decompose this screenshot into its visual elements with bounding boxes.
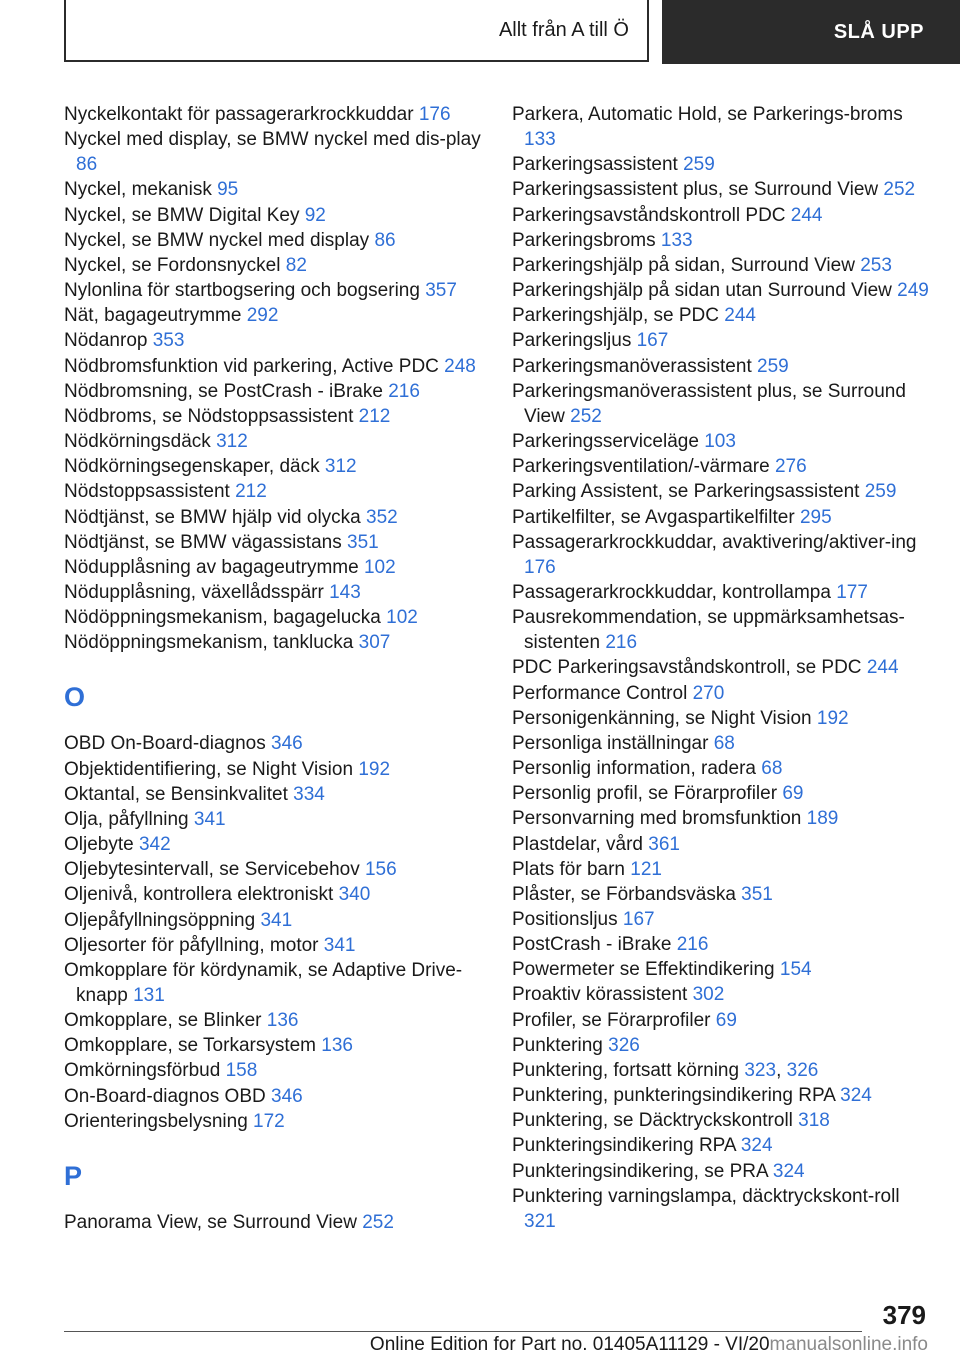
index-entry (512, 152, 932, 177)
index-entry-term: Passagerarkrockkuddar, kontrollampa (512, 581, 831, 603)
page-link[interactable]: 216 (676, 934, 709, 956)
page-link[interactable]: 154 (779, 959, 812, 981)
index-entry-term: PDC Parkeringsavståndskontroll, se PDC (512, 657, 862, 679)
index-column-left (64, 102, 494, 1235)
tab-a-to-z[interactable] (64, 0, 649, 62)
page-link[interactable]: 172 (253, 1110, 285, 1132)
index-entry-term: Nödtjänst, se BMW vägassistans (64, 531, 342, 553)
index-entry (512, 932, 932, 957)
page-link[interactable]: 189 (806, 808, 839, 830)
index-entry-term: Punktering, punkteringsindikering RPA (512, 1085, 835, 1107)
index-entry (64, 605, 494, 630)
tab-look-up-label: SLÅ UPP (833, 20, 924, 43)
index-entry (512, 681, 932, 706)
page-link[interactable]: 318 (798, 1110, 830, 1132)
page-link[interactable]: 244 (790, 204, 823, 226)
index-entry (512, 1108, 932, 1133)
index-entry (512, 1083, 932, 1108)
page-link[interactable]: 249 (897, 280, 929, 302)
page-link[interactable]: 321 (524, 1210, 556, 1232)
index-entry (512, 781, 932, 806)
index-entry-term: Nödbromsning, se PostCrash - iBrake (64, 380, 383, 402)
page-link[interactable]: 68 (761, 758, 783, 780)
page-link[interactable]: 136 (266, 1010, 299, 1032)
page-link[interactable]: 270 (692, 682, 725, 704)
index-entry (64, 1058, 494, 1083)
page-link[interactable]: 156 (364, 859, 397, 881)
index-entry (512, 806, 932, 831)
index-entry-term: Objektidentifiering, se Night Vision (64, 758, 354, 780)
page-link[interactable]: 341 (260, 909, 293, 931)
index-entry-term: Personlig profil, se Förarprofiler (512, 783, 778, 805)
index-entry (512, 857, 932, 882)
page-link[interactable]: 292 (246, 305, 279, 327)
index-entry (512, 505, 932, 530)
index-entry (64, 404, 494, 429)
page-link[interactable]: 252 (883, 179, 916, 201)
index-entry (512, 832, 932, 857)
index-entry (64, 555, 494, 580)
index-entry (64, 379, 494, 404)
index-entry-term: Plats för barn (512, 858, 625, 880)
tab-look-up[interactable] (662, 0, 960, 64)
page-link[interactable]: 259 (864, 481, 897, 503)
page-link[interactable]: 312 (216, 431, 248, 453)
index-entry-term: Parkeringshjälp på sidan utan Surround View (512, 280, 892, 302)
index-entry-term: Punktering (512, 1034, 603, 1056)
index-entry (512, 731, 932, 756)
index-entry-term: Plastdelar, vård (512, 833, 643, 855)
index-entry-term: Personlig information, radera (512, 758, 756, 780)
index-entry-term: Pausrekommendation, se uppmärksamhetsas‐sistenten (512, 607, 905, 654)
page-link[interactable]: 212 (235, 481, 267, 503)
page-link[interactable]: 177 (836, 581, 868, 603)
index-entry-term: Nödstoppsassistent (64, 481, 230, 503)
index-entry (64, 278, 494, 303)
index-entry (512, 1033, 932, 1058)
page-link[interactable]: 244 (724, 305, 756, 327)
index-entry-term: Punktering, fortsatt körning (512, 1059, 740, 1081)
index-entry-term: Nödbromsfunktion vid parkering, Active PDC (64, 355, 439, 377)
page-link[interactable]: 102 (386, 607, 418, 629)
page-link[interactable]: 248 (444, 355, 476, 377)
index-entry (64, 882, 494, 907)
index-entry-term: Panorama View, se Surround View (64, 1211, 357, 1233)
index-entry (512, 228, 932, 253)
page-link[interactable]: 121 (630, 858, 662, 880)
index-entry-term: Oljenivå, kontrollera elektroniskt (64, 884, 334, 906)
index-section-letter: P (64, 1160, 83, 1191)
index-entry (64, 354, 494, 379)
index-entry-term: Oljebytesintervall, se Servicebehov (64, 859, 360, 881)
index-entry (512, 982, 932, 1007)
index-entry-term: Parkeringsavståndskontroll PDC (512, 204, 786, 226)
index-entry-term: Parkeringsserviceläge (512, 431, 699, 453)
index-entry-term: Parking Assistent, se Parkeringsassistent (512, 481, 860, 503)
footer-divider (64, 1331, 862, 1332)
index-entry (64, 1109, 494, 1134)
index-entry-term: Oktantal, se Bensinkvalitet (64, 783, 288, 805)
index-entry-term: Nödöppningsmekanism, bagagelucka (64, 607, 381, 629)
index-entry (64, 832, 494, 857)
index-entry-term: Positionsljus (512, 909, 618, 930)
index-entry-term: Nyckelkontakt för passagerarkrockkuddar (64, 104, 414, 125)
page-link[interactable]: 68 (713, 732, 735, 754)
index-entry-term: Personvarning med bromsfunktion (512, 808, 802, 830)
page-link[interactable]: 133 (660, 229, 693, 251)
index-entry (512, 580, 932, 605)
index-entry (512, 278, 932, 303)
page-link[interactable]: 216 (388, 380, 420, 402)
index-entry-term: Omkopplare, se Torkarsystem (64, 1035, 317, 1057)
page-link[interactable]: 295 (799, 506, 832, 528)
page-link[interactable]: 244 (866, 657, 899, 679)
index-entry-term: Nödbroms, se Nödstoppsassistent (64, 405, 354, 427)
index-entry (512, 530, 932, 580)
page-link[interactable]: 351 (741, 883, 773, 905)
page-link[interactable]: 176 (418, 104, 451, 125)
page-link[interactable]: 103 (704, 431, 736, 453)
index-entry (512, 253, 932, 278)
index-entry (512, 957, 932, 982)
page-link[interactable]: 346 (271, 733, 303, 755)
page-link[interactable]: 136 (321, 1035, 353, 1057)
page-link[interactable]: 212 (358, 405, 391, 427)
index-entry-term: On-Board-diagnos OBD (64, 1085, 266, 1107)
page-link[interactable]: 346 (271, 1085, 303, 1107)
index-entry (512, 177, 932, 202)
page-link[interactable]: 341 (193, 808, 226, 830)
index-entry (64, 857, 494, 882)
index-entry (64, 328, 494, 353)
page-link[interactable]: 352 (366, 506, 398, 528)
index-entry-term: Powermeter se Effektindikering (512, 959, 775, 981)
index-entry (64, 731, 494, 756)
index-entry-term: Plåster, se Förbandsväska (512, 883, 736, 905)
index-entry (64, 1084, 494, 1109)
index-entry (512, 479, 932, 504)
page-link[interactable]: 86 (374, 229, 396, 251)
index-entry-term: Nödupplåsning, växellådsspärr (64, 581, 324, 603)
index-entry (64, 580, 494, 605)
index-entry-term: Punkteringsindikering, se PRA (512, 1160, 768, 1182)
index-entry (512, 379, 932, 429)
page-link[interactable]: 259 (757, 355, 789, 377)
page-link[interactable]: 158 (225, 1060, 258, 1082)
index-entry (512, 1184, 932, 1234)
page-link[interactable]: 312 (324, 456, 357, 478)
index-entry (64, 757, 494, 782)
index-entry (512, 354, 932, 379)
index-entry-term: Parkeringsbroms (512, 229, 656, 251)
tab-a-to-z-label: Allt från A till Ö (498, 18, 629, 41)
index-entry (512, 303, 932, 328)
index-section-letter: O (64, 682, 86, 713)
page-link[interactable]: 82 (285, 254, 307, 276)
page-link[interactable]: 252 (570, 405, 602, 427)
index-entry-term: Nödupplåsning av bagageutrymme (64, 556, 359, 578)
index-entry (512, 882, 932, 907)
index-entry-term: Oljepåfyllningsöppning (64, 909, 256, 931)
index-entry (512, 1159, 932, 1184)
index-entry (64, 127, 494, 177)
index-entry (512, 454, 932, 479)
page-link[interactable]: 326 (786, 1059, 819, 1081)
index-entry (64, 958, 494, 1008)
index-entry-term: Personigenkänning, se Night Vision (512, 707, 812, 729)
index-entry-term: Performance Control (512, 682, 688, 704)
page-link[interactable]: 342 (138, 834, 171, 856)
page-link[interactable]: 361 (648, 833, 680, 855)
page-link[interactable]: 131 (133, 985, 165, 1006)
page-link[interactable]: 253 (860, 254, 892, 276)
page-link[interactable]: 95 (217, 179, 239, 201)
page-link[interactable]: 357 (425, 280, 457, 302)
index-entry-term: Punktering, se Däcktryckskontroll (512, 1110, 793, 1132)
index-entry-term: Omkopplare för kördynamik, se Adaptive Drive-knapp (64, 959, 463, 1006)
index-entry-term: Nyckel, mekanisk (64, 179, 212, 201)
page-link[interactable]: 192 (816, 707, 849, 729)
index-entry-term: Nyckel, se BMW Digital Key (64, 204, 300, 226)
index-entry (512, 429, 932, 454)
index-entry (512, 102, 932, 152)
page-link[interactable]: 69 (715, 1009, 737, 1031)
header-tabs (0, 0, 960, 66)
page-link[interactable]: 340 (338, 884, 371, 906)
index-entry (64, 505, 494, 530)
page-link[interactable]: 167 (636, 330, 669, 352)
page-link[interactable]: 176 (524, 556, 556, 578)
page-link[interactable]: 323 (744, 1059, 777, 1081)
page-link[interactable]: 324 (740, 1135, 773, 1157)
index-entry-term: Parkeringsmanöverassistent (512, 355, 752, 377)
index-entry-term: Nödöppningsmekanism, tanklucka (64, 632, 354, 654)
page-link[interactable]: 307 (358, 632, 391, 654)
index-entry (512, 605, 932, 655)
index-entry-term: Passagerarkrockkuddar, avaktivering/aktiver‐ing (512, 531, 917, 553)
index-entry (64, 630, 494, 655)
index-entry (64, 1033, 494, 1058)
page-number: 379 (882, 1300, 926, 1330)
index-entry (512, 1133, 932, 1158)
index-entry-term: Parkera, Automatic Hold, se Parkerings‐broms (512, 104, 903, 125)
watermark: manualsonline.info (769, 1334, 928, 1355)
index-entry-term: Nyckel, se Fordonsnyckel (64, 254, 281, 276)
index-entry (64, 530, 494, 555)
index-entry-term: Orienteringsbelysning (64, 1110, 248, 1132)
page-link[interactable]: 102 (363, 556, 396, 578)
index-entry-term: Nödkörningsegenskaper, däck (64, 456, 320, 478)
index-entry-term: Proaktiv körassistent (512, 984, 688, 1006)
index-column-right (512, 102, 932, 1234)
page-link[interactable]: 324 (840, 1085, 872, 1107)
index-entry-term: Oljebyte (64, 834, 134, 856)
page-link[interactable]: 326 (608, 1034, 640, 1056)
page-link[interactable]: 143 (329, 581, 361, 603)
page-link[interactable]: 252 (362, 1211, 394, 1233)
page-link[interactable]: 302 (692, 984, 725, 1006)
index-entry (64, 228, 494, 253)
index-entry (512, 1008, 932, 1033)
page-link[interactable]: 92 (304, 204, 326, 226)
index-entry-term: Olja, påfyllning (64, 808, 189, 830)
page-link[interactable]: 353 (152, 330, 185, 352)
index-entry-term: Partikelfilter, se Avgaspartikelfilter (512, 506, 795, 528)
index-entry (64, 454, 494, 479)
index-entry-term: Personliga inställningar (512, 732, 709, 754)
index-entry-term: Parkeringshjälp på sidan, Surround View (512, 254, 855, 276)
index-entry (512, 328, 932, 353)
index-entry-term: Oljesorter för påfyllning, motor (64, 934, 319, 956)
page-link[interactable]: 167 (622, 909, 655, 930)
index-entry-term: Parkeringsmanöverassistent plus, se Surround View (512, 380, 906, 427)
index-entry (64, 807, 494, 832)
index-entry-term: Profiler, se Förarprofiler (512, 1009, 711, 1031)
index-entry-term: Nyckel, se BMW nyckel med display (64, 229, 370, 251)
footer (370, 1334, 928, 1356)
index-entry (64, 203, 494, 228)
index-entry (64, 177, 494, 202)
index-entry-term: Punktering varningslampa, däcktryckskont‐roll (512, 1185, 900, 1207)
index-entry (64, 253, 494, 278)
index-entry-term: Nyckel med display, se BMW nyckel med dis‐play (64, 129, 481, 151)
index-entry: Punktering, fortsatt körning 323, 326 (512, 1059, 819, 1081)
page-link[interactable]: 351 (347, 531, 379, 553)
page-link[interactable]: 192 (358, 758, 391, 780)
index-entry (512, 203, 932, 228)
index-entry (64, 1008, 494, 1033)
index-entry (64, 908, 494, 933)
index-entry-term: Nödkörningsdäck (64, 431, 211, 453)
index-entry (64, 102, 494, 127)
index-entry-term: Nödtjänst, se BMW hjälp vid olycka (64, 506, 361, 528)
index-entry-term: Nylonlina för startbogsering och bogsering (64, 280, 420, 302)
page-link[interactable]: 324 (772, 1160, 805, 1182)
index-entry-term: Parkeringsventilation/-värmare (512, 456, 770, 478)
index-entry (64, 782, 494, 807)
index-entry (64, 933, 494, 958)
index-entry-term: Parkeringsljus (512, 330, 632, 352)
index-entry (512, 706, 932, 731)
page-link[interactable]: 86 (76, 154, 98, 176)
index-entry-term: Parkeringshjälp, se PDC (512, 305, 719, 327)
index-entry-term: Nödanrop (64, 330, 148, 352)
index-entry-term: Omkörningsförbud (64, 1060, 221, 1082)
page-link[interactable]: 259 (683, 154, 715, 176)
index-entry-term: OBD On-Board-diagnos (64, 733, 266, 755)
index-entry (64, 479, 494, 504)
index-entry-term: Punkteringsindikering RPA (512, 1135, 736, 1157)
index-entry (512, 756, 932, 781)
page-link[interactable]: 341 (323, 934, 356, 956)
page-link[interactable]: 133 (524, 129, 556, 151)
footer-edition: Online Edition for Part no. 01405A11129 - VI/20 (369, 1334, 770, 1355)
page-link[interactable]: 216 (605, 632, 638, 654)
page-link[interactable]: 69 (782, 783, 804, 805)
page-link[interactable]: 276 (774, 456, 807, 478)
index-entry-term: Omkopplare, se Blinker (64, 1010, 262, 1032)
index-entry (512, 907, 932, 932)
index-entry-term: Parkeringsassistent plus, se Surround View (512, 179, 879, 201)
index-entry (512, 655, 932, 680)
index-entry-term: Parkeringsassistent (512, 154, 678, 176)
index-entry (64, 1210, 494, 1235)
index-entry-term: Nät, bagageutrymme (64, 305, 242, 327)
page-link[interactable]: 334 (293, 783, 325, 805)
index-entry-term: PostCrash - iBrake (512, 934, 672, 956)
index-entry (64, 303, 494, 328)
index-entry (64, 429, 494, 454)
